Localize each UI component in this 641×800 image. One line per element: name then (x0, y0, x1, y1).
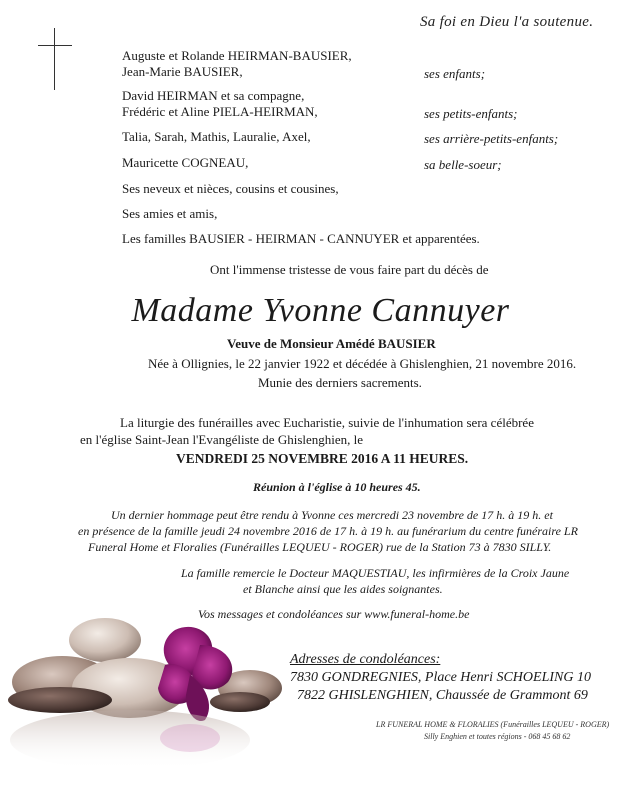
motto: Sa foi en Dieu l'a soutenue. (420, 14, 594, 30)
family-line: Mauricette COGNEAU, (122, 155, 249, 170)
pebbles-flower-image (0, 590, 290, 800)
homage-line: en présence de la famille jeudi 24 novembre 2016 de 17 h. à 19 h. au funérarium du centre funéraire LR (78, 524, 578, 538)
address-line: 7822 GHISLENGHIEN, Chaussée de Grammont 69 (297, 688, 588, 703)
widow-of: Veuve de Monsieur Amédé BAUSIER (227, 336, 436, 351)
thanks-line: et Blanche ainsi que les aides soignantes. (243, 582, 443, 596)
announcement: Ont l'immense tristesse de vous faire part du décès de (210, 262, 489, 277)
liturgy-line: en l'église Saint-Jean l'Evangéliste de Ghislenghien, le (80, 432, 364, 447)
relation-label: ses arrière-petits-enfants; (424, 131, 559, 146)
family-line: David HEIRMAN et sa compagne, (122, 88, 305, 103)
deceased-name: Madame Yvonne Cannuyer (131, 292, 510, 329)
liturgy-line: La liturgie des funérailles avec Eucharistie, suivie de l'inhumation sera célébrée (120, 415, 534, 430)
reunion: Réunion à l'église à 10 heures 45. (253, 480, 421, 494)
birth-death: Née à Ollignies, le 22 janvier 1922 et décédée à Ghislenghien, 21 novembre 2016. (148, 356, 577, 371)
cross-icon (38, 28, 72, 90)
family-line: Auguste et Rolande HEIRMAN-BAUSIER, (122, 48, 352, 63)
footer-company: LR FUNERAL HOME & FLORALIES (Funérailles LEQUEU - ROGER) (376, 720, 610, 729)
family-line: Ses amies et amis, (122, 206, 218, 221)
family-line: Ses neveux et nièces, cousins et cousines, (122, 181, 339, 196)
relation-label: ses enfants; (424, 66, 486, 81)
sacraments: Munie des derniers sacrements. (258, 375, 422, 390)
relation-label: sa belle-soeur; (424, 157, 502, 172)
homage-line: Funeral Home et Floralies (Funérailles LEQUEU - ROGER) rue de la Station 73 à 7830 SILLY. (88, 540, 552, 554)
footer-contact: Silly Enghien et toutes régions - 068 45 68 62 (424, 732, 571, 741)
family-line: Frédéric et Aline PIELA-HEIRMAN, (122, 104, 318, 119)
relation-label: ses petits-enfants; (424, 106, 518, 121)
family-line: Talia, Sarah, Mathis, Lauralie, Axel, (122, 129, 311, 144)
thanks-line: La famille remercie le Docteur MAQUESTIAU, les infirmières de la Croix Jaune (181, 566, 570, 580)
liturgy-date: VENDREDI 25 NOVEMBRE 2016 A 11 HEURES. (176, 451, 469, 466)
messages-link[interactable]: Vos messages et condoléances sur www.funeral-home.be (198, 607, 470, 621)
family-line: Les familles BAUSIER - HEIRMAN - CANNUYER et apparentées. (122, 231, 480, 246)
family-line: Jean-Marie BAUSIER, (122, 64, 243, 79)
address-line: 7830 GONDREGNIES, Place Henri SCHOELING 10 (290, 670, 591, 685)
addresses-title: Adresses de condoléances: (290, 652, 441, 667)
homage-line: Un dernier hommage peut être rendu à Yvonne ces mercredi 23 novembre de 17 h. à 19 h. et (111, 508, 553, 522)
